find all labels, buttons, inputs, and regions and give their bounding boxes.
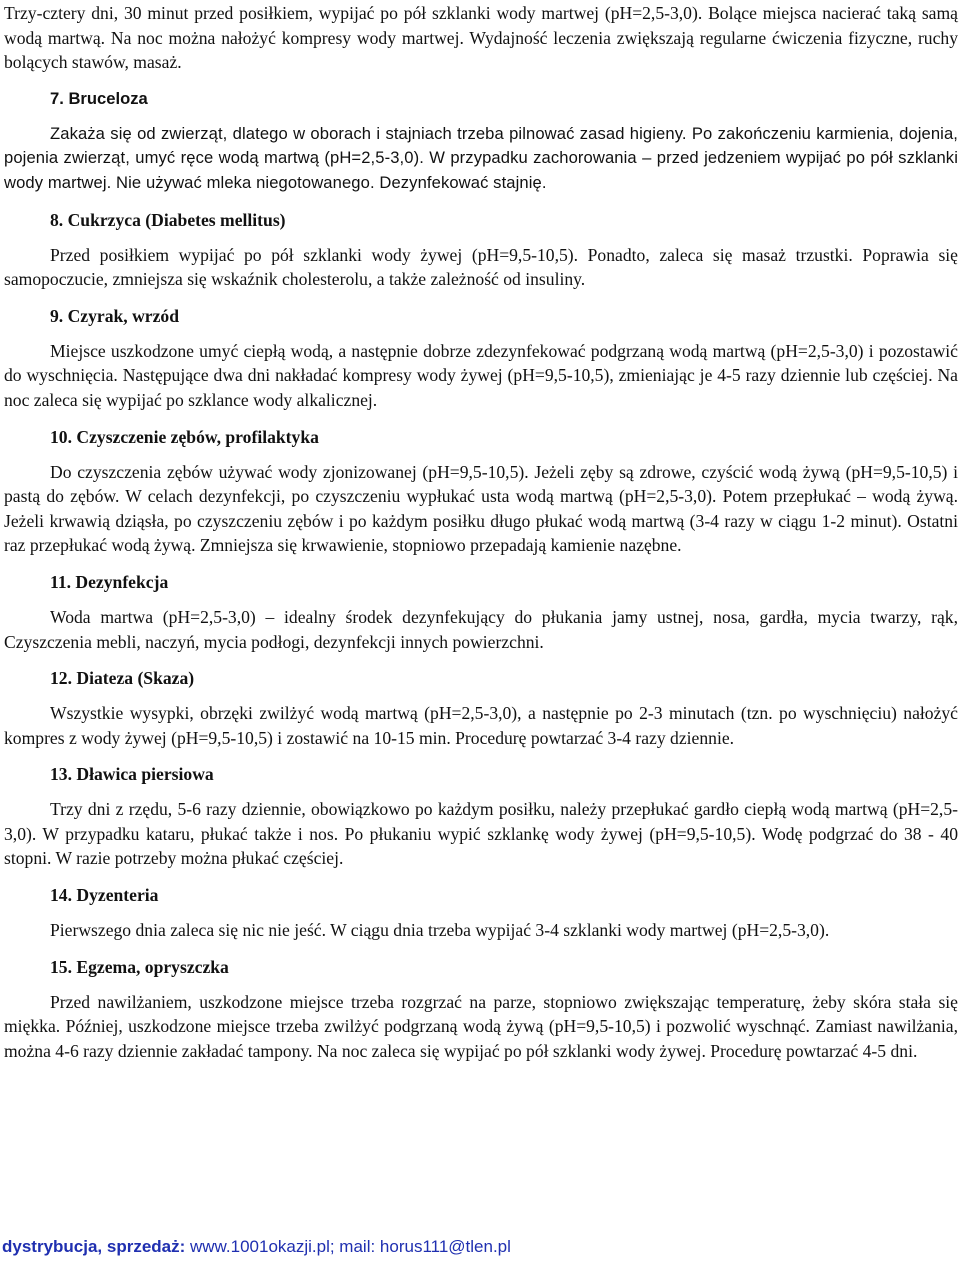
section-heading-egzema: 15. Egzema, opryszczka [50, 956, 229, 977]
footer-distribution [2, 1236, 511, 1258]
section-heading-diateza: 12. Diateza (Skaza) [50, 668, 195, 689]
section-text-dezynfekcja: Woda martwa (pH=2,5-3,0) – idealny środek dezynfekujący do płukania jamy ustnej, nosa, gardła, mycia twarzy, rąk, Czyszczenia mebli, naczyń, mycia podłogi, dezynfekcji innych powierzchni. [4, 606, 958, 652]
section-heading-dyzenteria: 14. Dyzenteria [50, 885, 159, 906]
section-text-dyzenteria: Pierwszego dnia zaleca się nic nie jeść. W ciągu dnia trzeba wypijać 3-4 szklanki wody martwej (pH=2,5-3,0). [50, 920, 830, 941]
section-heading-czyrak: 9. Czyrak, wrzód [50, 305, 179, 326]
section-text-czyszczenie-zebow: Do czyszczenia zębów używać wody zjonizowanej (pH=9,5-10,5). Jeżeli zęby są zdrowe, czyścić wodą żywą (pH=9,5-10,5) i pastą do zębów. W celach dezynfekcji, po czyszczeniu wypłukać usta wodą martwą (pH=2,5-3,0). Potem przepłukać – wodą żywą. Jeżeli krwawią dziąsła, po czyszczeniu zębów i po każdym posiłku długo płukać wodą martwą (3-4 razy w ciągu 1-2 minut). Ostatni raz przepłukać wodą żywą. Zmniejsza się krwawienie, stopniowo przepadają kamienie nazębne. [4, 461, 958, 556]
section-text-egzema: Przed nawilżaniem, uszkodzone miejsce trzeba rozgrzać na parze, stopniowo zwiększając temperaturę, żeby skóra stała się miękka. Później, uszkodzone miejsce trzeba zwilżyć podgrzaną wodą żywą (pH=9,5-10,5) i pozwolić wyschnąć. Zamiast nawilżania, można 4-6 razy dziennie zakładać tampony. Na noc zaleca się wypijać po pół szklanki wody żywej. Procedurę powtarzać 4-5 dni. [4, 991, 958, 1061]
footer-contact[interactable]: www.1001okazji.pl; mail: horus111@tlen.pl [185, 1237, 511, 1256]
section-text-dlawica-piersiowa: Trzy dni z rzędu, 5-6 razy dziennie, obowiązkowo po każdym posiłku, należy przepłukać gardło ciepłą wodą martwą (pH=2,5-3,0). W przypadku kataru, płukać także i nos. Po płukaniu wypić szklankę wody żywej (pH=9,5-10,5). Wodę podgrzać do 38 - 40 stopni. W razie potrzeby można płukać częściej. [4, 799, 958, 869]
section-text-diateza: Wszystkie wysypki, obrzęki zwilżyć wodą martwą (pH=2,5-3,0), a następnie po 2-3 minutach (tzn. po wyschnięciu) nałożyć kompres z wody żywej (pH=9,5-10,5) i zostawić na 10-15 min. Procedurę powtarzać 3-4 razy dziennie. [4, 703, 958, 748]
document-page [4, 0, 958, 1063]
section-text-cukrzyca: Przed posiłkiem wypijać po pół szklanki wody żywej (pH=9,5-10,5). Ponadto, zaleca się masaż trzustki. Poprawia się samopoczucie, zmniejsza się wskaźnik cholesterolu, a także zależność od insuliny. [4, 244, 958, 290]
section-text-czyrak: Miejsce uszkodzone umyć ciepłą wodą, a następnie dobrze zdezynfekować podgrzaną wodą martwą (pH=2,5-3,0) i pozostawić do wyschnięcia. Następujące dwa dni nakładać kompresy wody żywej (pH=9,5-10,5), zmieniając je 4-5 razy dziennie lub częściej. Na noc zaleca się wypijać po szklance wody alkalicznej. [4, 340, 958, 410]
section-heading-bruceloza: 7. Bruceloza [50, 88, 148, 108]
section-heading-czyszczenie-zebow: 10. Czyszczenie zębów, profilaktyka [50, 426, 319, 447]
section-heading-cukrzyca: 8. Cukrzyca (Diabetes mellitus) [50, 209, 286, 230]
intro-paragraph: Trzy-cztery dni, 30 minut przed posiłkiem, wypijać po pół szklanki wody martwej (pH=2,5-3,0). Bolące miejsca nacierać taką samą wodą martwą. Na noc można nałożyć kompresy wody martwej. Wydajność leczenia zwiększają regularne ćwiczenia fizyczne, ruchy bolących stawów, masaż. [4, 3, 958, 73]
section-heading-dezynfekcja: 11. Dezynfekcja [50, 571, 169, 592]
footer-label: dystrybucja, sprzedaż: [2, 1237, 186, 1256]
section-heading-dlawica-piersiowa: 13. Dławica piersiowa [50, 764, 214, 785]
section-text-bruceloza: Zakaża się od zwierząt, dlatego w oborach i stajniach trzeba pilnować zasad higieny. Po zakończeniu karmienia, dojenia, pojenia zwierząt, umyć ręce wodą martwą (pH=2,5-3,0). W przypadku zachorowania – przed jedzeniem wypijać po pół szklanki wody martwej. Nie używać mleka niegotowanego. Dezynfekować stajnię. [4, 123, 958, 192]
